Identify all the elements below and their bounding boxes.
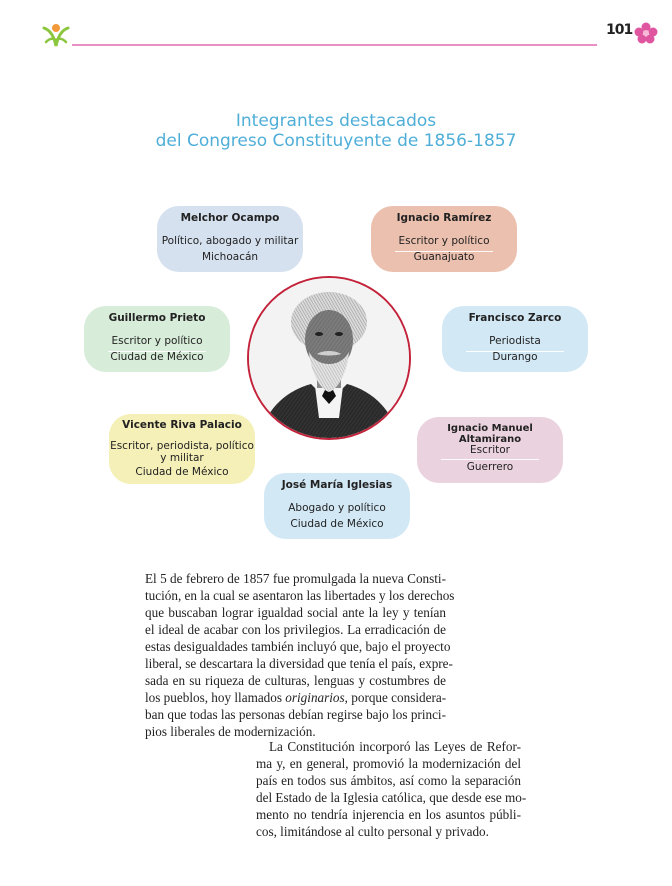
- member-role-line2: y militar: [160, 452, 204, 464]
- text-line: ma y, en general, promovió la modernización del: [256, 756, 521, 771]
- text-line: liberal, se descartara la diversidad que tenía el país, expre-: [145, 656, 453, 671]
- text-line: ban que todas las personas debían regirse bajo los princi-: [145, 707, 446, 722]
- member-name: Guillermo Prieto: [108, 312, 206, 324]
- text-line: el ideal de acabar con los privilegios. La erradicación de: [145, 622, 446, 637]
- text-line: que buscaban lograr igualdad social ante la ley y tenían: [145, 605, 446, 620]
- text-run: , porque considera-: [344, 690, 447, 705]
- page-number: 101: [606, 22, 633, 38]
- text-line: El 5 de febrero de 1857 fue promulgada la nueva Consti-: [145, 571, 446, 586]
- text-line: sada en su riqueza de culturas, lenguas y costumbres de: [145, 673, 446, 688]
- member-place: Durango: [492, 351, 538, 363]
- paragraph-1: [145, 570, 455, 740]
- logo-icon: [40, 22, 72, 50]
- member-card-francisco-zarco: [442, 306, 588, 372]
- member-role: Periodista: [489, 335, 541, 347]
- member-name: Ignacio Ramírez: [396, 212, 492, 224]
- member-role: Escritor: [470, 444, 510, 456]
- member-name: José María Iglesias: [281, 479, 393, 491]
- member-role-line1: Escritor, periodista, político: [110, 440, 254, 452]
- flower-icon: [634, 22, 658, 44]
- member-place: Ciudad de México: [290, 518, 384, 530]
- member-place: Ciudad de México: [135, 466, 229, 478]
- text-line: del Estado de la Iglesia católica, que desde ese mo-: [256, 790, 527, 805]
- member-name: Vicente Riva Palacio: [122, 419, 242, 431]
- page-title-line1: Integrantes destacados: [235, 111, 437, 131]
- member-role: Abogado y político: [288, 502, 386, 514]
- member-card-ignacio-ramirez: [371, 206, 517, 272]
- member-place: Ciudad de México: [110, 351, 204, 363]
- member-role: Escritor y político: [398, 235, 490, 247]
- text-line: La Constitución incorporó las Leyes de Refor-: [269, 739, 521, 754]
- text-line: cos, limitándose al culto personal y privado.: [256, 824, 489, 839]
- header-rule: [72, 44, 597, 46]
- member-role: Político, abogado y militar: [161, 235, 299, 247]
- member-role: Escritor y político: [111, 335, 203, 347]
- text-line: [145, 689, 446, 706]
- member-card-vicente-riva-palacio: [109, 414, 255, 484]
- portrait-engraving: [249, 278, 409, 438]
- member-place: Guerrero: [466, 461, 514, 473]
- member-card-guillermo-prieto: [84, 306, 230, 372]
- member-card-melchor-ocampo: [157, 206, 303, 272]
- member-card-ignacio-manuel-altamirano: [417, 417, 563, 483]
- paragraph-2: [256, 738, 527, 840]
- text-line: pios liberales de modernización.: [145, 724, 316, 739]
- italic-term: originarios: [285, 690, 345, 705]
- portrait-frame: [247, 276, 411, 440]
- text-line: tución, en la cual se asentaron las libertades y los derechos: [145, 588, 455, 603]
- member-name: Ignacio Manuel Altamirano: [447, 423, 533, 445]
- page-title-line2: del Congreso Constituyente de 1856-1857: [155, 131, 517, 151]
- text-line: mento no tendría injerencia en los asuntos públi-: [256, 807, 521, 822]
- member-name: Melchor Ocampo: [180, 212, 280, 224]
- text-line: estas desigualdades también incluyó que, bajo el proyecto: [145, 639, 451, 654]
- text-run: los pueblos, hoy llamados: [145, 690, 286, 705]
- member-place: Michoacán: [201, 251, 259, 263]
- text-line: país en todos sus ámbitos, así como la separación: [256, 773, 521, 788]
- member-card-jose-maria-iglesias: [264, 473, 410, 539]
- member-place: Guanajuato: [413, 251, 475, 263]
- member-name: Francisco Zarco: [468, 312, 562, 324]
